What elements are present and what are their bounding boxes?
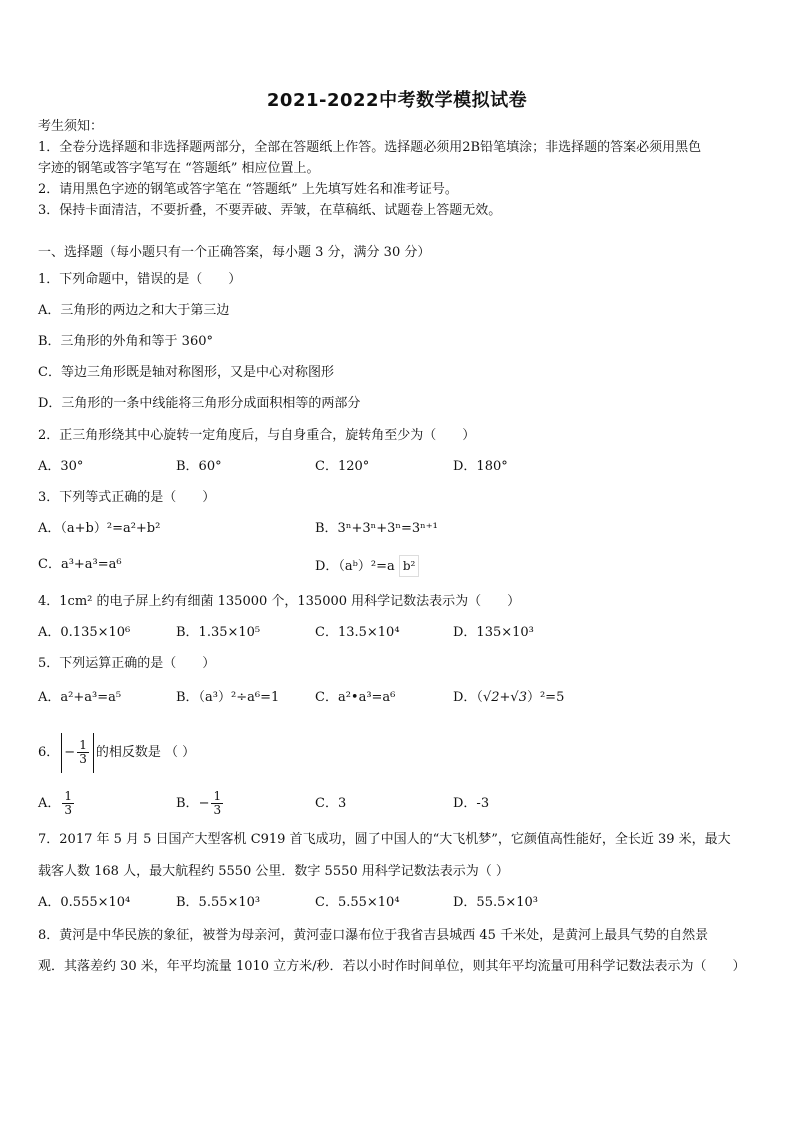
q3-option-d-text: D．（aᵇ）²=a bbox=[315, 559, 395, 574]
q6-stem bbox=[38, 731, 195, 775]
q2-option-a: A．30° bbox=[38, 459, 84, 474]
q3-stem: 3．下列等式正确的是（ ） bbox=[38, 490, 216, 505]
q3-option-d bbox=[315, 555, 419, 577]
q3-option-a: A．（a+b）²=a²+b² bbox=[38, 521, 161, 536]
q6-option-c: C．3 bbox=[315, 796, 347, 811]
q5-stem: 5．下列运算正确的是（ ） bbox=[38, 656, 216, 671]
q6-option-a-label: A． bbox=[38, 796, 61, 811]
q5-option-a: A．a²+a³=a⁵ bbox=[38, 690, 122, 705]
q4-stem: 4．1cm² 的电子屏上约有细菌 135000 个，135000 用科学记数法表示为（ ） bbox=[38, 594, 521, 609]
q1-stem: 1．下列命题中，错误的是（ ） bbox=[38, 272, 242, 287]
q6-option-a-fraction bbox=[62, 790, 74, 817]
q6-fraction bbox=[77, 739, 89, 766]
q5-option-c: C．a²•a³=a⁶ bbox=[315, 690, 396, 705]
q1-option-a: A．三角形的两边之和大于第三边 bbox=[38, 303, 230, 318]
q6-fraction-denominator: 3 bbox=[79, 752, 87, 766]
q6-option-b-numerator: 1 bbox=[213, 789, 222, 803]
q4-option-d: D．135×10³ bbox=[453, 625, 534, 640]
q8-stem-line2: 观．其落差约 30 米，年平均流量 1010 立方米/秒．若以小时作时间单位，则其年平均流量可用科学记数法表示为（ ） bbox=[38, 959, 746, 974]
q1-option-d: D．三角形的一条中线能将三角形分成面积相等的两部分 bbox=[38, 396, 361, 411]
q3-option-c: C．a³+a³=a⁶ bbox=[38, 557, 122, 572]
q2-option-b: B．60° bbox=[176, 459, 222, 474]
q6-tail: 的相反数是 （ ） bbox=[95, 745, 196, 760]
q3-option-d-exponent: b² bbox=[399, 555, 420, 577]
notice-item-3: 3．保持卡面清洁，不要折叠，不要弄破、弄皱，在草稿纸、试题卷上答题无效。 bbox=[38, 203, 502, 218]
q5-option-d-sqrt2: √2 bbox=[482, 690, 500, 705]
q2-stem: 2．正三角形绕其中心旋转一定角度后，与自身重合，旋转角至少为（ ） bbox=[38, 428, 476, 443]
q6-number: 6． bbox=[38, 745, 60, 760]
q6-minus: − bbox=[64, 745, 76, 760]
q6-option-b-minus: − bbox=[198, 796, 210, 811]
q1-option-c: C．等边三角形既是轴对称图形，又是中心对称图形 bbox=[38, 365, 334, 380]
q6-option-b-denominator: 3 bbox=[213, 803, 222, 817]
notice-item-1-cont: 字迹的钢笔或答字笔写在 “答题纸” 相应位置上。 bbox=[38, 161, 320, 176]
page-title: 2021-2022中考数学模拟试卷 bbox=[266, 90, 528, 111]
notice-item-1: 1．全卷分选择题和非选择题两部分，全部在答题纸上作答。选择题必须用2B铅笔填涂；非选择题的答案必须用黑色 bbox=[38, 140, 702, 155]
q4-option-c: C．13.5×10⁴ bbox=[315, 625, 400, 640]
q2-option-c: C．120° bbox=[315, 459, 370, 474]
q6-option-a-denominator: 3 bbox=[64, 803, 73, 817]
notice-heading: 考生须知： bbox=[38, 119, 104, 134]
abs-bar-left bbox=[61, 733, 62, 773]
q4-option-b: B．1.35×10⁵ bbox=[176, 625, 261, 640]
q7-option-b: B．5.55×10³ bbox=[176, 895, 261, 910]
section-heading: 一、选择题（每小题只有一个正确答案，每小题 3 分，满分 30 分） bbox=[38, 245, 431, 260]
q7-stem-line1: 7．2017 年 5 月 5 日国产大型客机 C919 首飞成功，圆了中国人的“大飞机梦”，它颜值高性能好，全长近 39 米，最大 bbox=[38, 832, 731, 847]
q5-option-d-plus: + bbox=[499, 690, 511, 705]
q7-option-c: C．5.55×10⁴ bbox=[315, 895, 400, 910]
q5-option-d bbox=[453, 688, 564, 708]
q6-option-b-fraction bbox=[211, 790, 223, 817]
q5-option-d-sqrt3: √3 bbox=[510, 690, 527, 705]
q6-option-b-label: B． bbox=[176, 796, 199, 811]
q7-option-d: D．55.5×10³ bbox=[453, 895, 539, 910]
notice-item-2: 2．请用黑色字迹的钢笔或答字笔在 “答题纸” 上先填写姓名和准考证号。 bbox=[38, 182, 458, 197]
q6-option-a bbox=[38, 786, 76, 822]
q7-stem-line2: 载客人数 168 人，最大航程约 5550 公里．数字 5550 用科学记数法表示为（ ） bbox=[38, 864, 509, 879]
q5-option-d-open: D．（ bbox=[453, 690, 483, 705]
q6-fraction-numerator: 1 bbox=[79, 738, 87, 752]
q2-option-d: D．180° bbox=[453, 459, 508, 474]
q5-option-b: B．（a³）²÷a⁶=1 bbox=[176, 690, 280, 705]
q7-option-a: A．0.555×10⁴ bbox=[38, 895, 131, 910]
q3-option-b: B．3ⁿ+3ⁿ+3ⁿ=3ⁿ⁺¹ bbox=[315, 521, 438, 536]
q6-option-d: D．-3 bbox=[453, 796, 490, 811]
q6-option-b bbox=[176, 786, 225, 822]
q4-option-a: A．0.135×10⁶ bbox=[38, 625, 131, 640]
q1-option-b: B．三角形的外角和等于 360° bbox=[38, 334, 213, 349]
q6-option-a-numerator: 1 bbox=[64, 789, 73, 803]
abs-bar-right bbox=[93, 733, 94, 773]
q8-stem-line1: 8．黄河是中华民族的象征，被誉为母亲河，黄河壶口瀑布位于我省吉县城西 45 千米处，是黄河上最具气势的自然景 bbox=[38, 928, 709, 943]
q5-option-d-close: ）²=5 bbox=[526, 690, 565, 705]
